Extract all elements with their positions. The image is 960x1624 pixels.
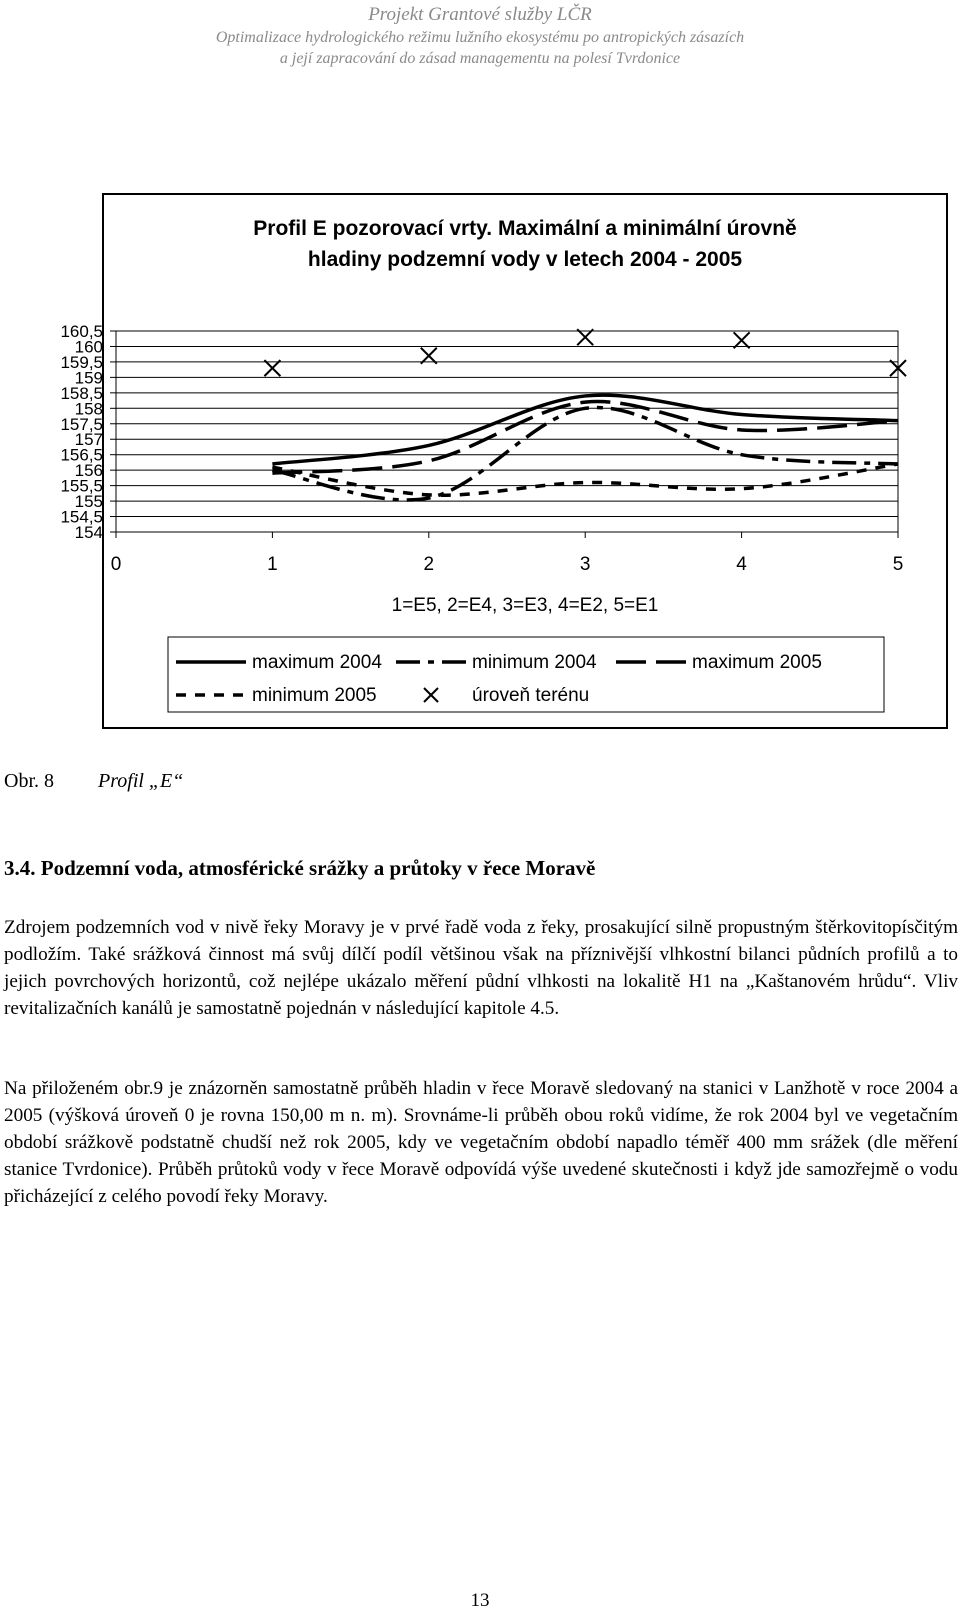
terrain-marker	[264, 360, 280, 376]
legend-item	[616, 652, 822, 673]
legend-label: minimum 2005	[252, 685, 377, 706]
x-tick-label: 0	[110, 554, 122, 575]
header-subtitle-line1: Optimalizace hydrologického režimu lužního ekosystému po antropických zásazích	[215, 29, 745, 46]
section-title: 3.4. Podzemní voda, atmosférické srážky a průtoky v řece Moravě	[4, 856, 596, 880]
terrain-marker	[734, 332, 750, 348]
terrain-marker	[577, 329, 593, 345]
y-tick-label: 156,5	[60, 445, 103, 465]
legend-item	[176, 652, 382, 673]
figure-name: Profil „E“	[98, 770, 184, 792]
page-number: 13	[470, 1590, 490, 1611]
legend-x-marker-icon	[424, 688, 438, 702]
x-tick-label: 3	[579, 554, 591, 575]
legend-label: úroveň terénu	[472, 685, 590, 706]
chart-title-line1: Profil E pozorovací vrty. Maximální a minimální úrovně	[253, 217, 797, 240]
legend-label: maximum 2004	[252, 652, 382, 673]
y-tick-label: 154	[74, 523, 103, 542]
chart-frame	[60, 193, 948, 729]
header-subtitle-line2: a její zapracování do zásad managementu na polesí Tvrdonice	[279, 50, 681, 67]
y-tick-label: 159,5	[60, 352, 103, 372]
legend-item	[424, 685, 589, 706]
paragraph-1: Zdrojem podzemních vod v nivě řeky Moravy je v prvé řadě voda z řeky, prosakující silně propustným štěrkovitopísčitým podložím. Také srážková činnost má svůj dílčí podíl většinou však na příznivější vlhkostní bilanci půdních profilů a to jejich povrchových horizontů, což nejlépe ukázalo měření půdní vlhkosti na lokalitě H1 na „Kaštanovém hrůdu“. Vliv revitalizačních kanálů je samostatně pojednán v následující kapitole 4.5.	[4, 917, 958, 1019]
y-tick-label: 156	[74, 461, 103, 481]
figure-number: Obr. 8	[4, 770, 54, 792]
chart-title-line2: hladiny podzemní vody v letech 2004 - 2005	[307, 248, 743, 271]
y-tick-label: 155	[74, 492, 103, 512]
x-tick-label: 2	[423, 554, 435, 575]
y-tick-label: 157,5	[60, 414, 103, 434]
y-tick-label: 160,5	[60, 322, 103, 341]
y-tick-label: 158	[74, 399, 103, 419]
legend-label: maximum 2005	[692, 652, 822, 673]
y-tick-label: 155,5	[60, 476, 103, 496]
x-tick-label: 4	[736, 554, 747, 575]
x-tick-label: 5	[892, 554, 904, 575]
chart-legend	[168, 637, 884, 712]
y-tick-label: 158,5	[60, 383, 103, 403]
x-axis	[111, 532, 904, 616]
x-axis-label: 1=E5, 2=E4, 3=E3, 4=E2, 5=E1	[391, 595, 659, 616]
header-project-title: Projekt Grantové služby LČR	[368, 4, 592, 25]
y-axis	[60, 322, 116, 542]
series-layer	[264, 329, 906, 500]
y-tick-label: 159	[74, 368, 103, 388]
line-chart	[60, 195, 946, 727]
x-tick-label: 1	[267, 554, 278, 575]
legend-item	[396, 652, 597, 673]
y-tick-label: 154,5	[60, 507, 103, 527]
terrain-marker	[421, 348, 437, 364]
y-tick-label: 160	[74, 337, 103, 357]
legend-label: minimum 2004	[472, 652, 597, 673]
paragraph-2: Na přiloženém obr.9 je znázorněn samostatně průběh hladin v řece Moravě sledovaný na stanici v Lanžhotě v roce 2004 a 2005 (výšková úroveň 0 je rovna 150,00 m n. m). Srovnáme-li průběh obou roků vidíme, že rok 2004 byl ve vegetačním období srážkově podstatně chudší než rok 2005, kdy ve vegetačním období napadlo téměř 400 mm srážek (dle měření stanice Tvrdonice). Průběh průtoků vody v řece Moravě odpovídá výše uvedené skutečnosti i když jde samozřejmě o vodu přicházející z celého povodí řeky Moravy.	[4, 1078, 958, 1207]
y-tick-label: 157	[74, 430, 103, 450]
legend-item	[176, 685, 377, 706]
